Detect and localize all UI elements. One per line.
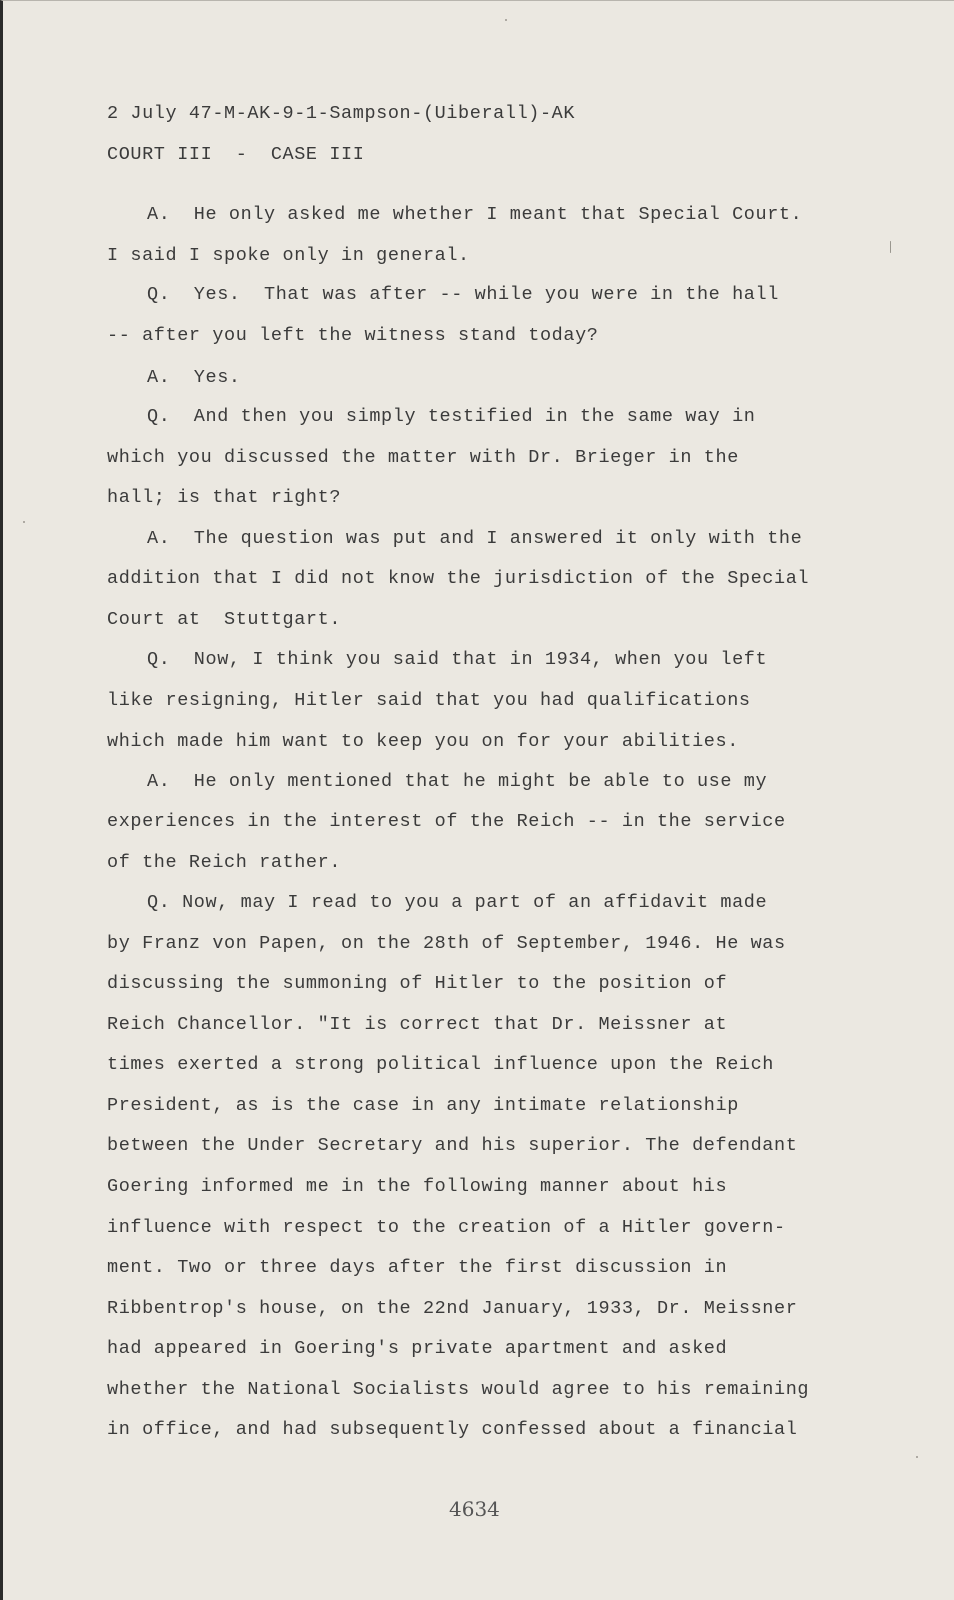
transcript-line: experiences in the interest of the Reich -- in the service bbox=[107, 811, 786, 832]
transcript-line: Q. Now, may I read to you a part of an affidavit made bbox=[147, 892, 768, 913]
header-court: COURT III - CASE III bbox=[107, 144, 365, 165]
paper-speck bbox=[23, 521, 25, 523]
page-number: 4634 bbox=[449, 1497, 500, 1521]
transcript-line: whether the National Socialists would agree to his remaining bbox=[107, 1379, 810, 1400]
paper-speck bbox=[916, 1456, 918, 1458]
transcript-line: which made him want to keep you on for your abilities. bbox=[107, 731, 739, 752]
transcript-line: had appeared in Goering's private apartment and asked bbox=[107, 1338, 728, 1359]
transcript-line: of the Reich rather. bbox=[107, 852, 342, 873]
transcript-line: A. He only mentioned that he might be able to use my bbox=[147, 771, 768, 792]
transcript-line: I said I spoke only in general. bbox=[107, 245, 470, 266]
paper-speck bbox=[505, 19, 507, 21]
transcript-line: which you discussed the matter with Dr. Brieger in the bbox=[107, 447, 739, 468]
header-reference: 2 July 47-M-AK-9-1-Sampson-(Uiberall)-AK bbox=[107, 103, 576, 124]
transcript-line: A. The question was put and I answered it only with the bbox=[147, 528, 803, 549]
transcript-line: Reich Chancellor. "It is correct that Dr. Meissner at bbox=[107, 1014, 728, 1035]
paper-speck bbox=[890, 241, 891, 253]
transcript-line: Goering informed me in the following manner about his bbox=[107, 1176, 728, 1197]
transcript-line: -- after you left the witness stand today? bbox=[107, 325, 599, 346]
transcript-line: hall; is that right? bbox=[107, 487, 342, 508]
transcript-line: addition that I did not know the jurisdiction of the Special bbox=[107, 568, 810, 589]
transcript-line: times exerted a strong political influence upon the Reich bbox=[107, 1054, 775, 1075]
transcript-line: in office, and had subsequently confessed about a financial bbox=[107, 1419, 798, 1440]
transcript-line: influence with respect to the creation of a Hitler govern- bbox=[107, 1217, 786, 1238]
transcript-line: ment. Two or three days after the first discussion in bbox=[107, 1257, 728, 1278]
transcript-line: A. He only asked me whether I meant that Special Court. bbox=[147, 204, 803, 225]
transcript-line: Q. Yes. That was after -- while you were in the hall bbox=[147, 284, 779, 305]
transcript-line: President, as is the case in any intimate relationship bbox=[107, 1095, 739, 1116]
transcript-line: between the Under Secretary and his superior. The defendant bbox=[107, 1135, 798, 1156]
transcript-line: discussing the summoning of Hitler to the position of bbox=[107, 973, 728, 994]
transcript-line: Q. And then you simply testified in the same way in bbox=[147, 406, 756, 427]
transcript-line: Ribbentrop's house, on the 22nd January, 1933, Dr. Meissner bbox=[107, 1298, 798, 1319]
transcript-line: by Franz von Papen, on the 28th of September, 1946. He was bbox=[107, 933, 786, 954]
transcript-line: like resigning, Hitler said that you had qualifications bbox=[107, 690, 751, 711]
transcript-line: A. Yes. bbox=[147, 367, 241, 388]
transcript-line: Court at Stuttgart. bbox=[107, 609, 342, 630]
transcript-line: Q. Now, I think you said that in 1934, when you left bbox=[147, 649, 768, 670]
